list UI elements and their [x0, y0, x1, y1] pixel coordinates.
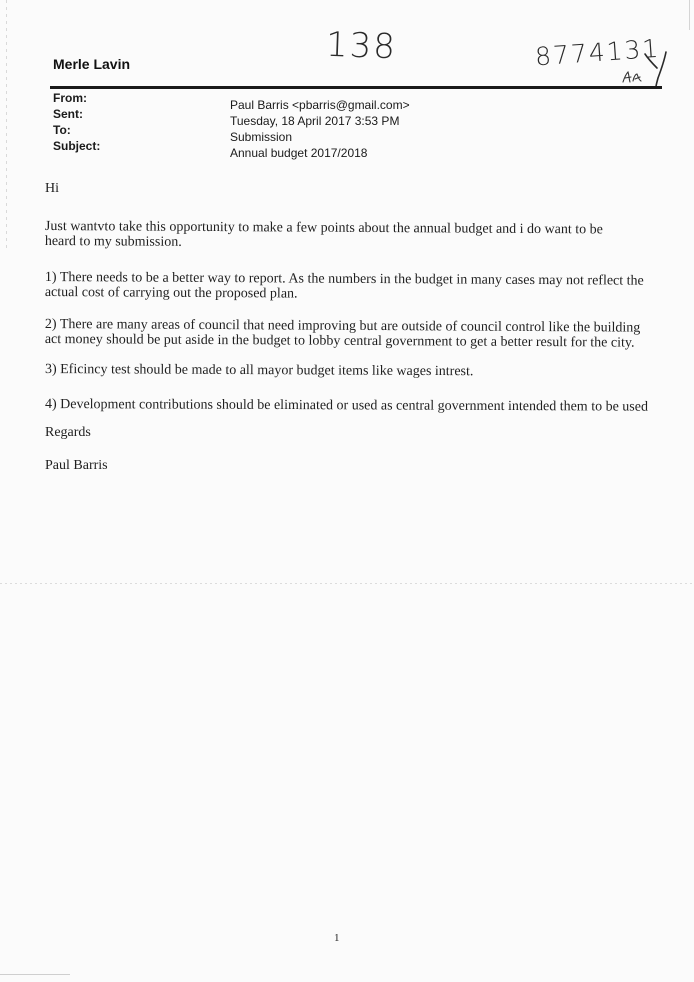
point-4-paragraph: 4) Development contributions should be eliminated or used as central government intended them to be used — [44, 397, 649, 415]
handwritten-reference: 8774131 — [534, 33, 662, 72]
header-rule — [50, 86, 662, 89]
subject-value: Annual budget 2017/2018 — [230, 146, 368, 160]
to-value: Submission — [230, 130, 293, 144]
point-2-line-1: 2) There are many areas of council that need improving but are outside of council control like the building — [44, 317, 641, 336]
scan-edge-right — [689, 0, 690, 30]
mailbox-owner-name: Merle Lavin — [53, 56, 131, 72]
signature: Paul Barris — [45, 458, 108, 473]
handwritten-number: 138 — [325, 24, 398, 68]
point-2-paragraph — [45, 317, 657, 351]
from-value: Paul Barris <pbarris@gmail.com> — [230, 98, 410, 112]
sent-row — [53, 107, 613, 128]
intro-line-2: heard to my submission. — [44, 233, 182, 250]
intro-line-1: Just wantvto take this opportunity to make a few points about the annual budget and i do want to be — [44, 219, 603, 238]
page-number: 1 — [334, 932, 340, 944]
to-label: To: — [53, 123, 71, 137]
scan-fold-line — [0, 583, 694, 584]
scan-edge-bottom — [0, 974, 70, 975]
point-2-line-2: act money should be put aside in the budget to lobby central government to get a better result for the city. — [44, 331, 635, 351]
subject-label: Subject: — [53, 139, 101, 153]
point-1-line-2: actual cost of carrying out the proposed plan. — [44, 284, 298, 302]
handwritten-initials — [621, 70, 643, 84]
subject-row — [53, 139, 613, 160]
intro-paragraph — [45, 219, 657, 253]
handwritten-y-mark — [642, 50, 672, 88]
point-3-paragraph: 3) Eficincy test should be made to all mayor budget items like wages intrest. — [44, 362, 474, 380]
point-1-paragraph — [45, 270, 657, 304]
scan-edge-left — [6, 0, 7, 250]
from-row — [53, 91, 613, 112]
from-label: From: — [53, 91, 87, 105]
sent-label: Sent: — [53, 107, 83, 121]
sent-value: Tuesday, 18 April 2017 3:53 PM — [230, 114, 400, 128]
point-1-line-1: 1) There needs to be a better way to report. As the numbers in the budget in many cases may not reflect the — [44, 270, 644, 289]
to-row — [53, 123, 613, 144]
email-metadata — [53, 91, 613, 160]
greeting: Hi — [45, 181, 59, 196]
closing: Regards — [45, 425, 91, 440]
